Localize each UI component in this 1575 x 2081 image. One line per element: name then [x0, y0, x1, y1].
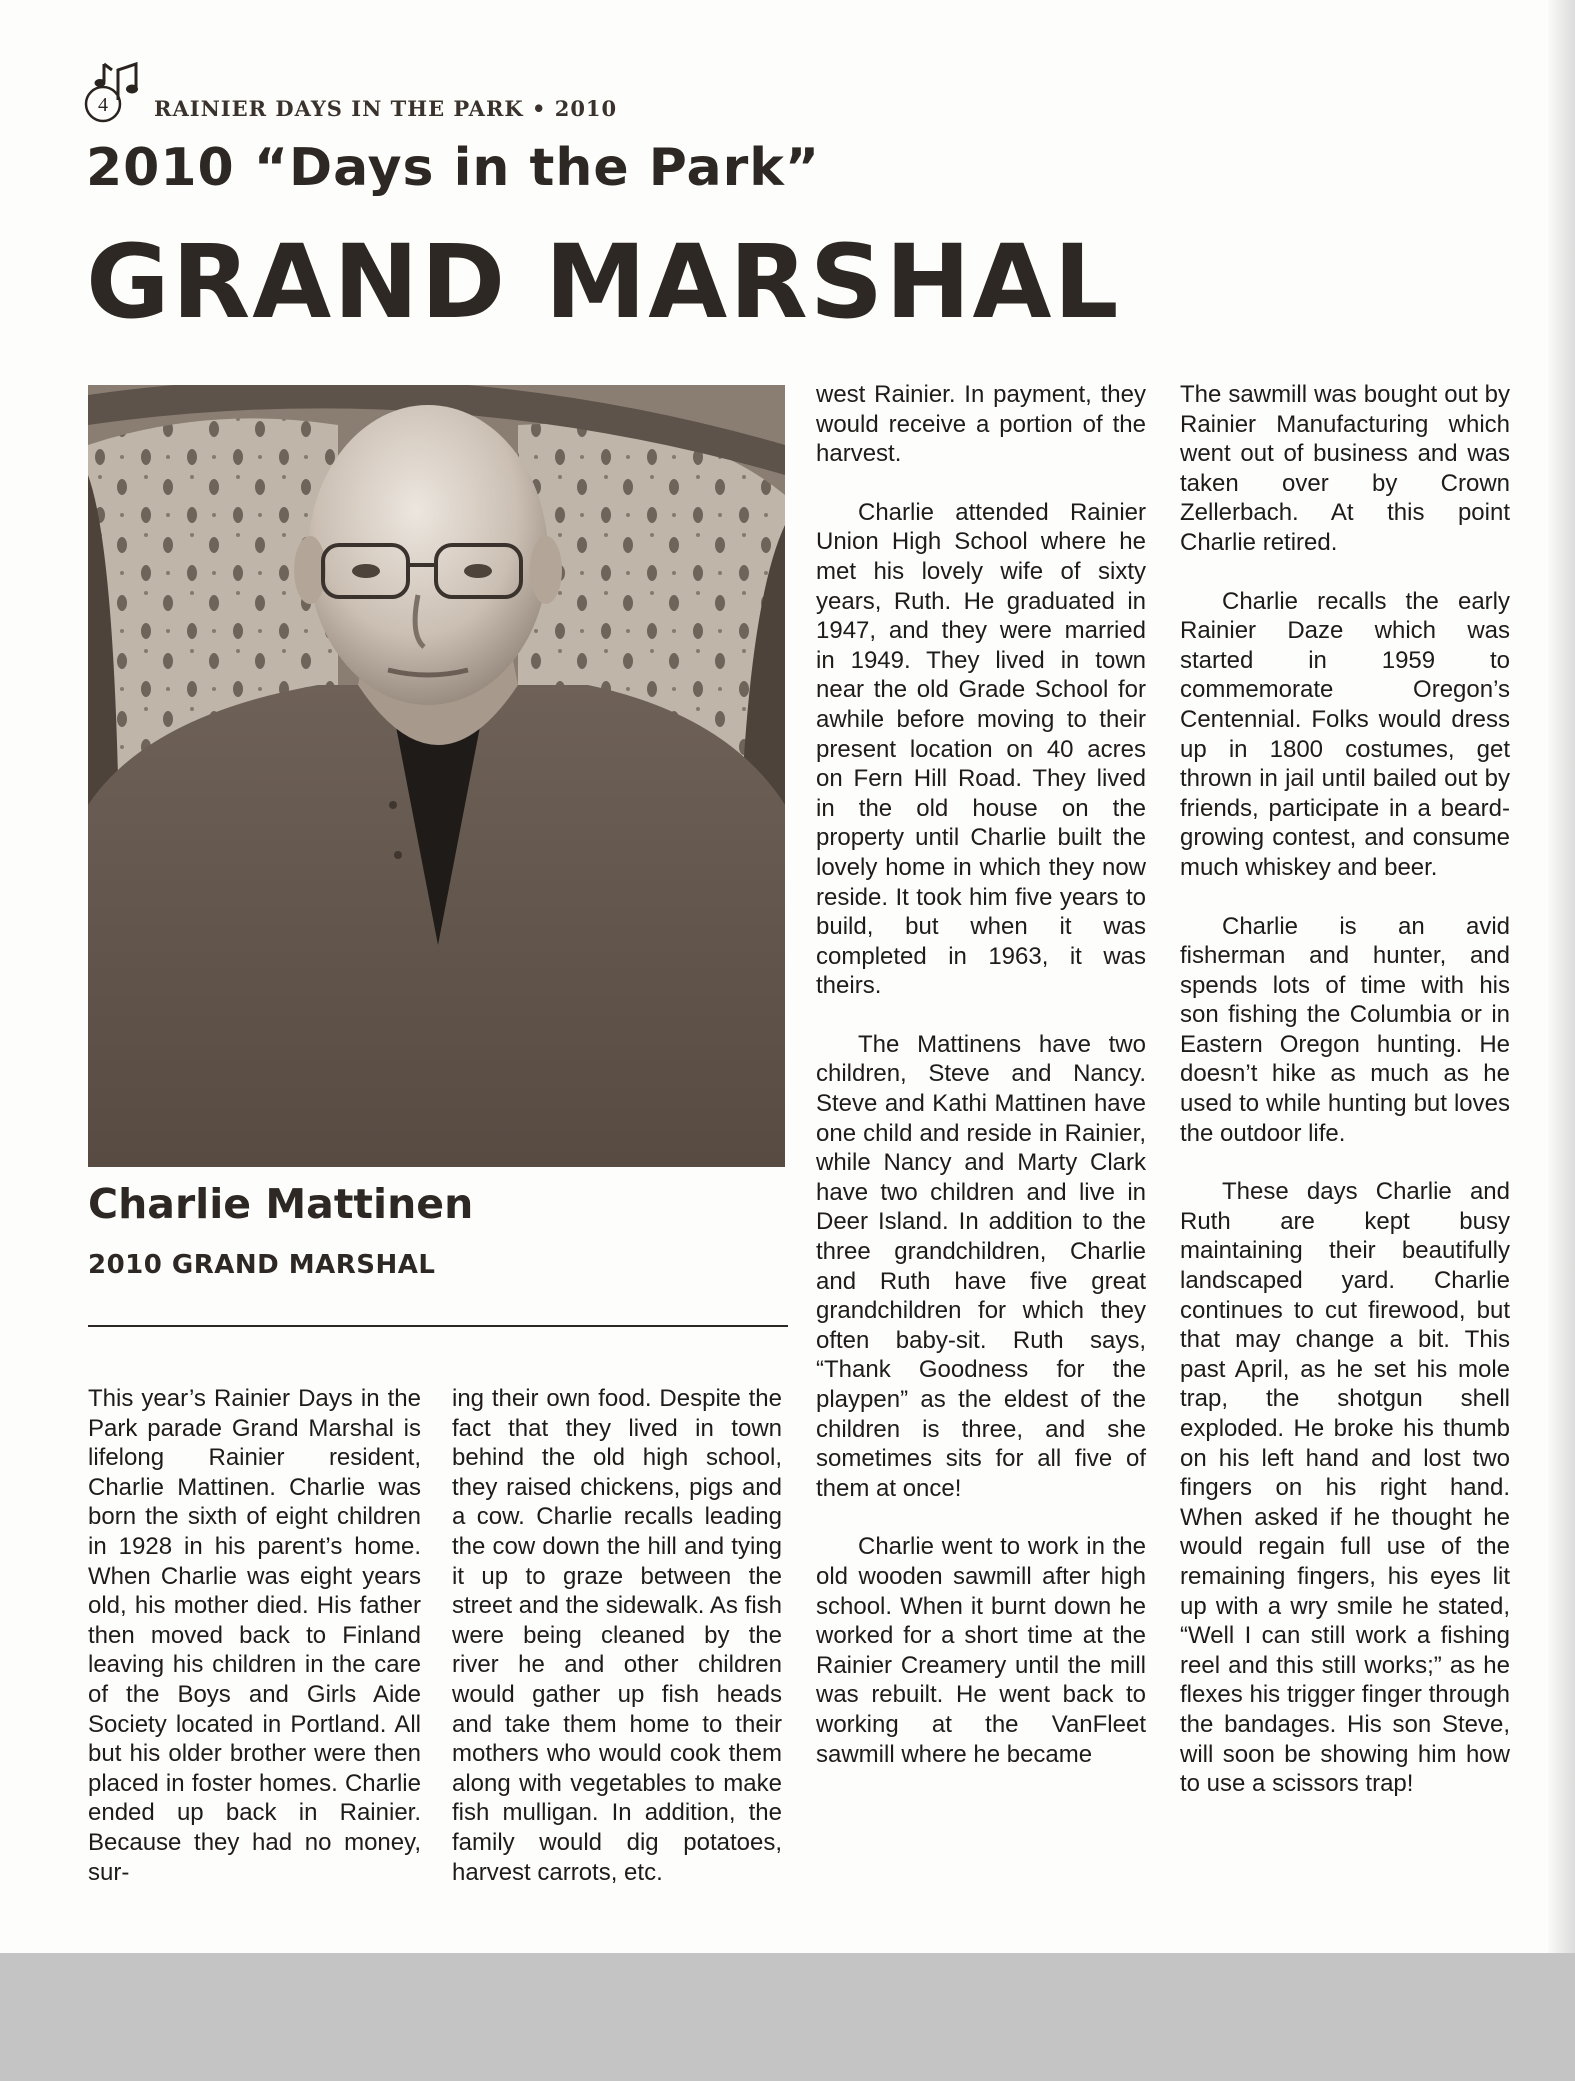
article-paragraph: The sawmill was bought out by Rainier Manufacturing which went out of business and was taken over by Crown Zellerbach. At this point Charlie retired. — [1180, 381, 1510, 556]
music-note-icon — [84, 58, 146, 128]
article-paragraph: Charlie went to work in the old wooden sawmill after high school. When it burnt down he worked for a short time at the Rainier Creamery until the mill was rebuilt. He went back to working at the VanFleet sawmill where he became — [816, 1533, 1146, 1768]
article-paragraph: ing their own food. Despite the fact that they lived in town behind the old high school, they raised chickens, pigs and a cow. Charlie recalls leading the cow down the hill and tying it up to graze between the street and the sidewalk. As fish were being cleaned by the river he and other children would gather up fish heads and take them home to their mothers who would cook them along with vegetables to make fish mulligan. In addition, the family would dig potatoes, harvest carrots, etc. — [452, 1385, 782, 1886]
page-number: 4 — [98, 94, 108, 116]
article-column-3 — [816, 380, 1146, 1798]
portrait-photo-graphic — [88, 385, 785, 1167]
headline: GRAND MARSHAL — [86, 223, 1121, 342]
article-paragraph: The Mattinens have two children, Steve and Nancy. Steve and Kathi Mattinen have one child and reside in Rainier, while Nancy and Marty Clark have two children and live in Deer Island. In addition to the three grandchildren, Charlie and Ruth have five great grandchildren for which they often baby-sit. Ruth says, “Thank Goodness for the playpen” as the eldest of the children is three, and she sometimes sits for all five of them at once! — [816, 1030, 1146, 1502]
running-head-title: RAINIER DAYS IN THE PARK • 2010 — [154, 96, 618, 121]
article-paragraph: Charlie recalls the early Rainier Daze which was started in 1959 to commemorate Oregon’s Centennial. Folks would dress up in 1800 costumes, get thrown in jail until bailed out by friends, participate in a beard-growing contest, and consume much whiskey and beer. — [1180, 587, 1510, 881]
running-head — [84, 58, 784, 128]
article-paragraph: These days Charlie and Ruth are kept busy maintaining their beautifully landscaped yard. Charlie continues to cut firewood, but that may change a bit. This past April, as he set his mole trap, the shotgun shell exploded. He broke his thumb on his left hand and lost two fingers on his right hand. When asked if he thought he would regain full use of the remaining fingers, his eyes lit up with a wry smile he stated, “Well I can still work a fishing reel and this still works;” as he flexes his trigger finger through the bandages. His son Steve, will soon be showing him how to use a scissors trap! — [1180, 1178, 1510, 1798]
caption-divider — [88, 1325, 788, 1327]
article-paragraph: Charlie is an avid fisherman and hunter, and spends lots of time with his son fishing the Columbia or in Eastern Oregon hunting. He doesn’t hike as much as he used to while hunting but loves the outdoor life. — [1180, 912, 1510, 1147]
article-column-4 — [1180, 380, 1510, 1828]
caption-name: Charlie Mattinen — [88, 1180, 474, 1228]
page-edge — [1548, 0, 1575, 1953]
subheadline: 2010 “Days in the Park” — [86, 138, 821, 198]
caption-role: 2010 GRAND MARSHAL — [88, 1250, 436, 1280]
article-paragraph: This year’s Rainier Days in the Park parade Grand Marshal is lifelong Rainier resident, Charlie Mattinen. Charlie was born the sixth of eight children in 1928 in his parent’s home. When Charlie was eight years old, his mother died. His father then moved back to Finland leaving his children in the care of the Boys and Girls Aide Society located in Portland. All but his older brother were then placed in foster homes. Charlie ended up back in Rainier. Because they had no money, sur- — [88, 1385, 421, 1886]
article-column-1 — [88, 1384, 421, 1952]
article-paragraph: west Rainier. In payment, they would receive a portion of the harvest. — [816, 381, 1146, 468]
article-column-2 — [452, 1384, 782, 1952]
article-paragraph: Charlie attended Rainier Union High School where he met his lovely wife of sixty years, Ruth. He graduated in 1947, and they were married in 1949. They lived in town near the old Grade School for awhile before moving to their present location on 40 acres on Fern Hill Road. They lived in the old house on the property until Charlie built the lovely home in which they now reside. It took him five years to build, but when it was completed in 1963, it was theirs. — [816, 498, 1146, 1000]
portrait-photo — [88, 385, 785, 1167]
